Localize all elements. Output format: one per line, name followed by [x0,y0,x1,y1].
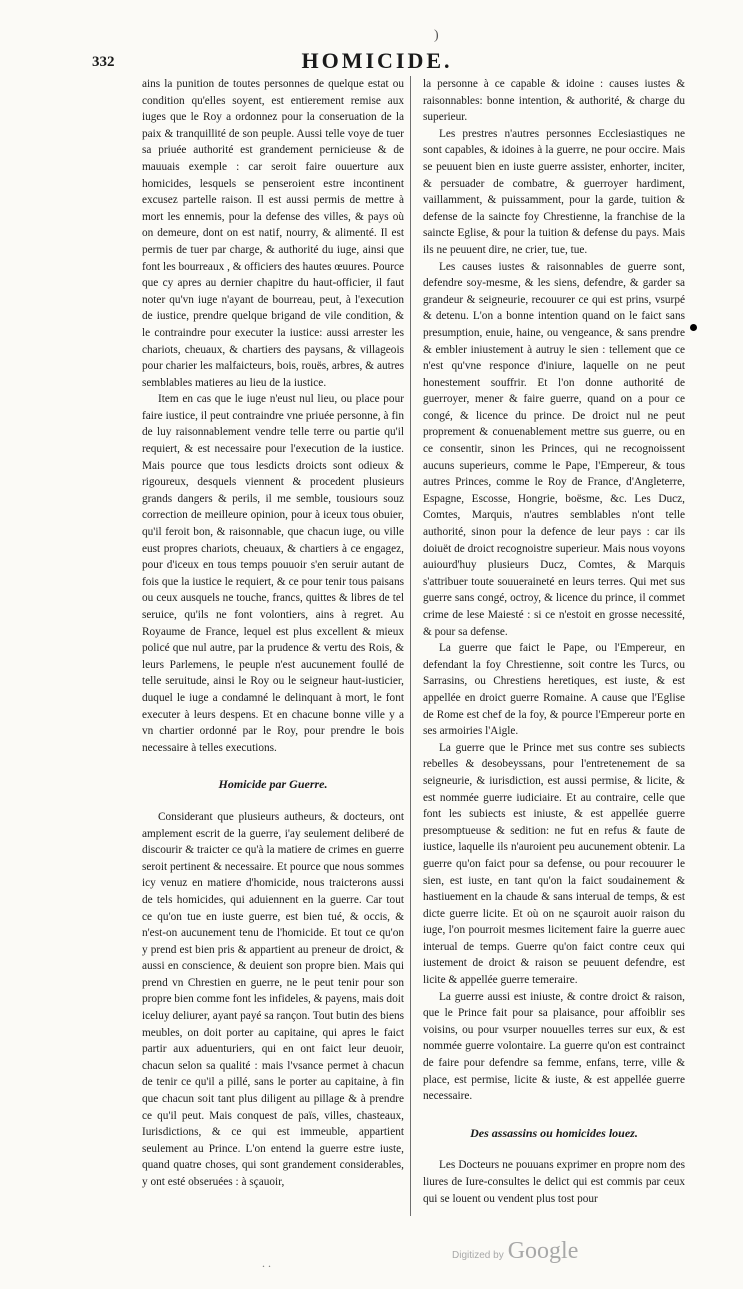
digitized-watermark [452,1238,578,1265]
column-divider [410,76,411,1216]
binding-mark: . . [262,1256,271,1270]
section-heading-assassins: Des assassins ou homicides louez. [470,1125,638,1140]
page-number: 332 [92,54,115,70]
watermark-google-logo: Google [507,1238,579,1264]
right-paragraph: Les causes iustes & raisonnables de guerre sont, defendre soy-mesme, & les siens, defendre, & garder sa grandeur & seigneurie, recouurer ce qui est prins, vsurpé & detenu. L'on a bonne intention quand on le faict sans presumption, enuie, haine, ou vengeance, & sans prendre & embler iniustement à autruy le sien : tellement que ce n'est qu'vne responce d'iniure, laquelle on ne peut honestement souffrir. Et l'on donne authorité de guerroyer, mener & faire guerre, quand on a pour ce congé, & licence du prince. De droict nul ne peut proprement & conuenablement mettre sus guerre, ou en ce consentir, sinon les Princes, qui ne recognoissent aucuns superieurs, comme le Pape, l'Empereur, & tous autres Princes, comme le Roy de France, d'Angleterre, Espagne, Escosse, Hongrie, boësme, &c. Les Ducz, Comtes, Marquis, n'autres semblables n'ont telle authorité, sinon pour la defence de leur pays : car ils doiuët de droict recognoistre superieur. Mais nous voyons auiourd'huy plusieurs Ducz, Comtes, & Marquis s'attribuer toute souueraineté en leurs terres. Qui met sus guerre sans congé, octroy, & licence du prince, il commet crime de lese Maiesté : si ce n'estoit en grosse necessité, & pour sa defense. [423,260,685,638]
section-heading-homicide-par-guerre: Homicide par Guerre. [218,777,328,792]
running-head: HOMICIDE. [301,48,453,73]
right-paragraph: Les Docteurs ne pouuans exprimer en propre nom des liures de Iure-consultes le delict qui est commis par ceux qui se louent ou vendent plus tost pour [423,1159,685,1205]
watermark-digitized-by: Digitized by [452,1250,504,1261]
right-paragraph: la personne à ce capable & idoine : causes iustes & raisonnables: bonne intention, & authorité, & charge du superieur. [423,78,685,124]
right-paragraph: La guerre que le Prince met sus contre ses subiects rebelles & desobeyssans, pour l'entretenement de sa seigneurie, & iurisdiction, est aussi permise, & licite, & est nommée guerre iudiciaire. Et au contraire, celle que font les subiects est iniuste, & est appellée guerre presomptueuse & sedition: ne fut en refus & faute de iustice, laquelle ils n'auroient peu aucunement obtenir. La guerre qu'on faict pour sa defense, ou pour recouurer le sien, est iuste, en tant qu'on la faict soudainement & hastiuement en la chaude & sans interual de temps, & est dicte guerre licite. Et où on ne sçauroit auoir raison du iuge, l'on pourroit mesmes licitement faire la guerre auec interual de temps. Guerre qu'on faict contre ceux qui iustement de droict & raison se peuuent defendre, est licite & appellée guerre temeraire. [423,741,685,987]
left-column [142,76,404,1216]
left-paragraph: ains la punition de toutes personnes de quelque estat ou condition qu'elles soyent, est entierement remise aux iuges que le Roy a ordonnez pour la conseruation de la paix & tranquillité de son peuple. Aussi telle voye de tuer sa priuée authorité est grandement pernicieuse & de mauuais exemple : car seroit faire ouuerture aux homicides, lesquels se penseroient estre incontinent excusez partelle raison. Il est aussi permis de mettre à mort les ennemis, pour la defense des villes, & pays où on demeure, dont on est natif, nourry, & alimenté. Il est permis de tuer par charge, & authorité du iuge, ainsi que font les bourreaux , & officiers des hautes œuures. Pource que cy apres au dernier chapitre du haut-officier, il faut noter qu'vn iuge n'ayant de bourreau, peut, à l'execution de iustice, prendre quelque brigand de vile condition, & le contraindre pour executer la iustice: aussi arrester les chariots, cheuaux, & chartiers des paysans, & villageois pour charier les malfaicteurs, bois, rouës, arbres, & autres semblables matieres au lieu de la iustice. [142,78,404,389]
top-margin-mark: ) [434,28,439,43]
margin-ink-dot [690,324,697,331]
right-paragraph: La guerre aussi est iniuste, & contre droict & raison, que le Prince fait pour sa plaisance, pour affoiblir ses voisins, ou pour vsurper nouuelles terres sur eux, & est nommée guerre volontaire. La guerre qu'on est contrainct de faire pour defendre sa femme, enfans, terre, ville & place, est permise, licite & iuste, & est appellée guerre necessaire. [423,990,685,1103]
left-paragraph: Considerant que plusieurs autheurs, & docteurs, ont amplement escrit de la guerre, i'ay seulement deliberé de discourir & traicter ce qu'à la matiere de crimes en guerre seroit pertinent & necessaire. Et pource que nous sommes icy venuz en matiere d'homicide, nous traicterons aussi de tels homicides, qui aduiennent en la guerre. Car tout ce qu'on tue en iuste guerre, est bien tué, & occis, & n'est-on aucunement tenu de l'homicide. Et tout ce qu'on y prend est bien pris & appartient au preneur de droict, & aussi en conscience, & deuient son propre bien. Mais qui prend vn Chrestien en guerre, ne le peut tenir pour son propre bien comme font les infideles, & payens, mais doit iceluy deliurer, ayant payé sa rançon. Tout butin des biens meubles, on doit porter au capitaine, qui apres le faict partir aux aduenturiers, qui en ont faict leur deuoir, chacun selon sa qualité : mais l'vsance permet à chacun de tenir ce qu'il a pillé, sans le porter au capitaine, à fin que chacun soit tant plus diligent au pillage & à prendre ce qu'il peut. Mais conquest de païs, villes, chasteaux, Iurisdictions, & ce qui est immeuble, appartient seulement au Prince. L'on entend la guerre estre iuste, quand quatre choses, qui sont grandement considerables, y ont esté obseruées : à sçauoir, [142,810,404,1188]
left-paragraph: Item en cas que le iuge n'eust nul lieu, ou place pour faire iustice, il peut contraindre vne priuée personne, à fin de luy raisonnablement vendre telle terre ou partie qu'il requiert, & est necessaire pour l'execution de la iustice. Mais pource que tous lesdicts droicts sont odieux & rigoureux, desquels viennent & procedent plusieurs grands dangers & perils, il me semble, tousiours souz correction de meilleure opinion, pour à iceux tous obuier, qu'il feroit bon, & raisonnable, que chacun iuge, ou ville eust propres chariots, cheuaux, & chartiers à ce engagez, pour d'iceux en tous temps pouuoir s'en seruir autant de fois que la iustice le requiert, & ce pour tenir tous paisans ou ceux ausquels ne touche, francs, quittes & libres de tel seruice, qu'ils ne font volontiers, ains à regret. Au Royaume de France, lequel est plus excellent & mieux policé que nul autre, par la prudence & vertu des Rois, & leurs Parlemens, le peuple n'est aucunement foullé de telle seruitude, ainsi le Roy ou le seigneur haut-iusticier, duquel le iuge a condamné le delinquant à mort, le font executer à leurs despens. Et en chacune bonne ville y a vn chartier ordonné par le Roy, pour prendre le bois necessaire à telles executions. [142,393,404,754]
right-paragraph: La guerre que faict le Pape, ou l'Empereur, en defendant la foy Chrestienne, soit contre les Turcs, ou Sarrasins, ou Chrestiens heretiques, est iuste, & est appellée en droict guerre Romaine. A cause que l'Eglise de Rome est chef de la foy, & pource l'Empereur porte en ses armoiries l'Aigle. [423,642,685,738]
right-paragraph: Les prestres n'autres personnes Ecclesiastiques ne sont capables, & idoines à la guerre, ne pour occire. Mais se peuuent bien en iuste guerre assister, enhorter, inciter, & persuader de combatre, & guerroyer hardiment, vaillamment, & puissamment, pour la garde, tuition & defense de la saincte foy Chrestienne, la franchise de la saincte Eglise, & pour la tuition & defense du pays. Mais ils ne peuuent dire, ne crier, tue, tue. [423,127,685,256]
page-header [92,48,662,74]
right-column [423,76,685,1216]
